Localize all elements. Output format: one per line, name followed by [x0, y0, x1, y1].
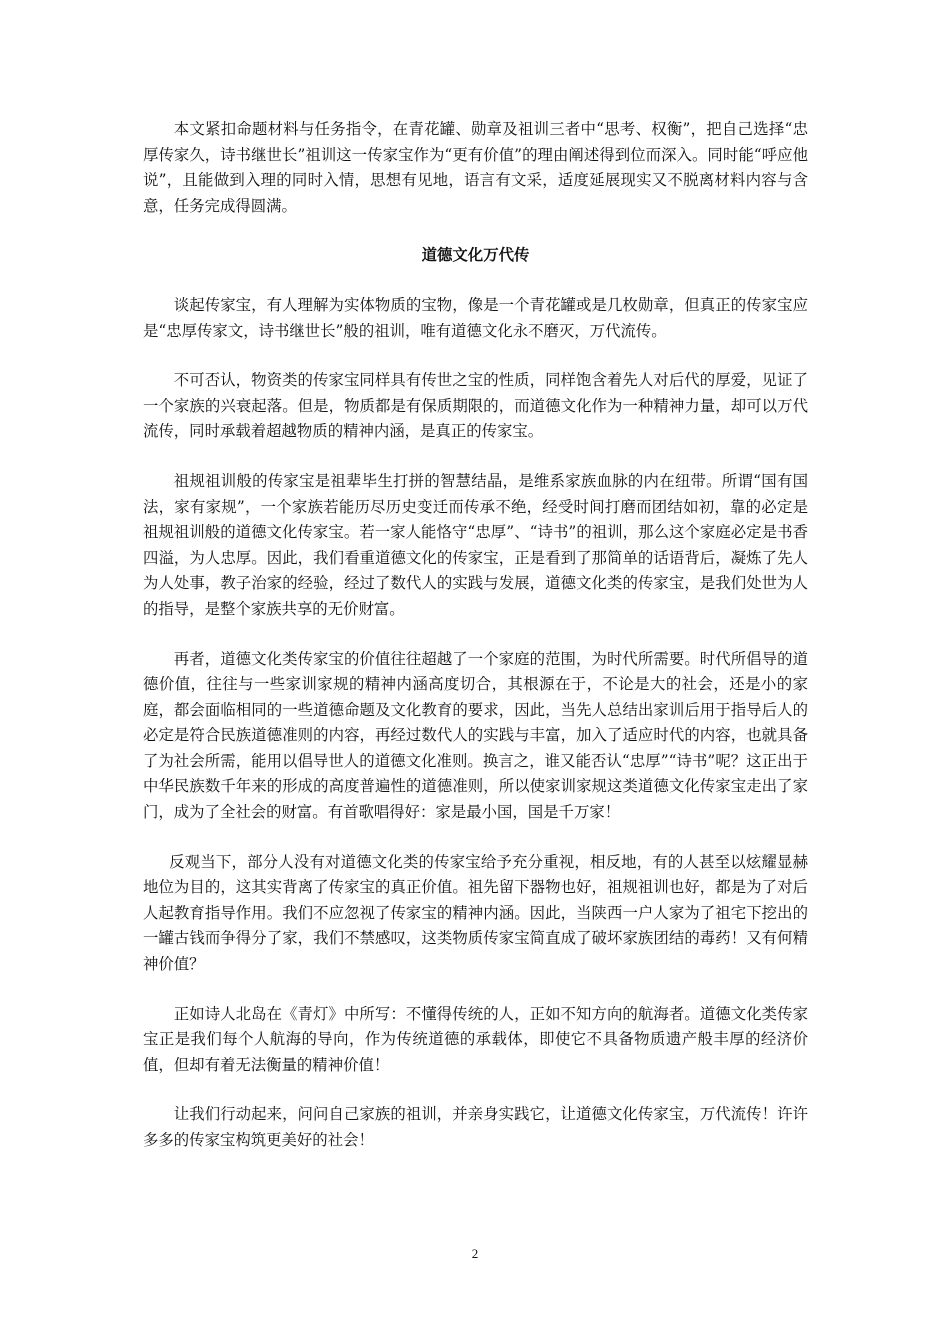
document-page [143, 117, 808, 1154]
essay-paragraph: 反观当下，部分人没有对道德文化类的传家宝给予充分重视，相反地，有的人甚至以炫耀显赫地位为目的，这其实背离了传家宝的真正价值。祖先留下器物也好，祖规祖训也好，都是为了对后人起教育指导作用。我们不应忽视了传家宝的精神内涵。因此，当陕西一户人家为了祖宅下挖出的一罐古钱而争得分了家，我们不禁感叹，这类物质传家宝简直成了破坏家族团结的毒药！又有何精神价值？ [143, 852, 808, 974]
page-number: 2 [471, 1246, 479, 1261]
spacer [143, 623, 808, 647]
essay-paragraph: 不可否认，物资类的传家宝同样具有传世之宝的性质，同样饱含着先人对后代的厚爱，见证了一个家族的兴衰起落。但是，物质都是有保质期限的，而道德文化作为一种精神力量，却可以万代流传，同时承载着超越物质的精神内涵，是真正的传家宝。 [143, 371, 808, 441]
essay-paragraph: 让我们行动起来，问问自己家族的祖训，并亲身实践它，让道德文化传家宝，万代流传！许许多多的传家宝构筑更美好的社会！ [143, 1105, 808, 1149]
essay-paragraph: 正如诗人北岛在《青灯》中所写：不懂得传统的人，正如不知方向的航海者。道德文化类传家宝正是我们每个人航海的导向，作为传统道德的承载体，即使它不具备物质遗产般丰厚的经济价值，但却有着无法衡量的精神价值！ [143, 1004, 808, 1074]
essay-title: 道德文化万代传 [421, 246, 530, 265]
spacer [143, 1078, 808, 1102]
spacer [143, 826, 808, 850]
intro-paragraph: 本文紧扣命题材料与任务指令，在青花罐、勋章及祖训三者中“思考、权衡”，把自己选择“忠厚传家久，诗书继世长”祖训这一传家宝作为“更有价值”的理由阐述得到位而深入。同时能“呼应他说”，且能做到入理的同时入情，思想有见地，语言有文采，适度延展现实又不脱离材料内容与含意，任务完成得圆满。 [143, 120, 808, 215]
spacer [143, 978, 808, 1002]
spacer [143, 445, 808, 469]
essay-paragraph: 再者，道德文化类传家宝的价值往往超越了一个家庭的范围，为时代所需要。时代所倡导的道德价值，往往与一些家训家规的精神内涵高度切合，其根源在于，不论是大的社会，还是小的家庭，都会面临相同的一些道德命题及文化教育的要求，因此，当先人总结出家训后用于指导后人的必定是符合民族道德准则的内容，再经过数代人的实践与丰富，加入了适应时代的内容，也就具备了为社会所需，能用以倡导世人的道德文化准则。换言之，谁又能否认“忠厚”“诗书”呢？这正出于中华民族数千年来的形成的高度普遍性的道德准则，所以使家训家规这类道德文化传家宝走出了家门，成为了全社会的财富。有首歌唱得好：家是最小国，国是千万家！ [143, 649, 808, 822]
spacer [143, 269, 808, 293]
spacer [143, 219, 808, 243]
essay-paragraph: 谈起传家宝，有人理解为实体物质的宝物，像是一个青花罐或是几枚勋章，但真正的传家宝应是“忠厚传家文，诗书继世长”般的祖训，唯有道德文化永不磨灭，万代流传。 [143, 295, 808, 340]
spacer [143, 344, 808, 368]
essay-paragraph: 祖规祖训般的传家宝是祖辈毕生打拼的智慧结晶，是维系家族血脉的内在纽带。所谓“国有国法，家有家规”，一个家族若能历尽历史变迁而传承不绝，经受时间打磨而团结如初，靠的必定是祖规祖训般的道德文化传家宝。若一家人能恪守“忠厚”、“诗书”的祖训，那么这个家庭必定是书香四溢，为人忠厚。因此，我们看重道德文化的传家宝，正是看到了那简单的话语背后，凝炼了先人为人处事，教子治家的经验，经过了数代人的实践与发展，道德文化类的传家宝，是我们处世为人的指导，是整个家族共享的无价财富。 [143, 471, 808, 618]
